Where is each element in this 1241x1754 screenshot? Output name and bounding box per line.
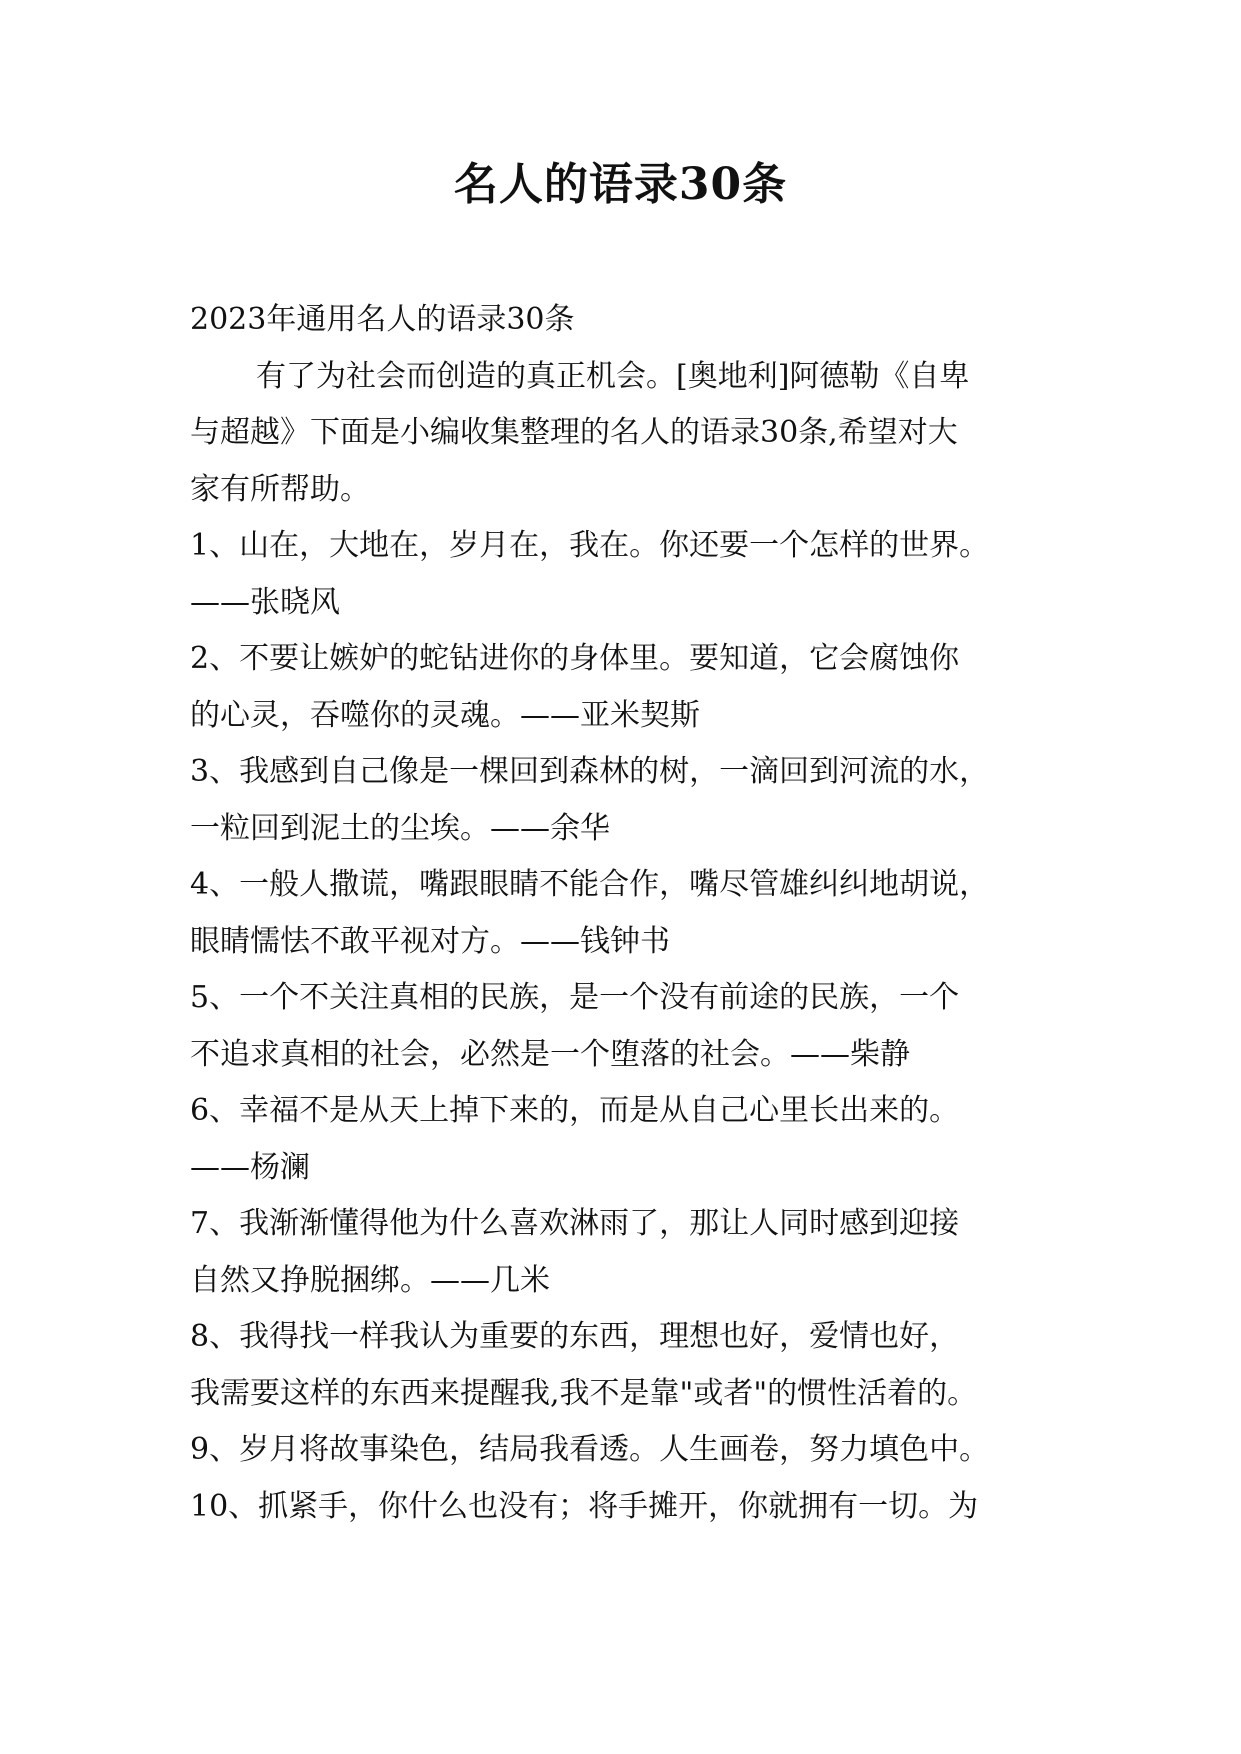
document-body (190, 292, 1070, 1535)
subtitle-line: 2023年通用名人的语录30条 (190, 302, 575, 337)
quote-line: ——张晓风 (190, 584, 340, 620)
quote-line: 不追求真相的社会，必然是一个堕落的社会。——柴静 (190, 1036, 910, 1072)
intro-line: 与超越》下面是小编收集整理的名人的语录30条,希望对大 (190, 415, 958, 450)
quote-line: 6、幸福不是从天上掉下来的，而是从自己心里长出来的。 (190, 1093, 960, 1128)
quote-line: 3、我感到自己像是一棵回到森林的树，一滴回到河流的水， (190, 754, 990, 789)
quote-line: 一粒回到泥土的尘埃。——余华 (190, 810, 610, 846)
quote-line: ——杨澜 (190, 1149, 310, 1185)
quote-line: 5、一个不关注真相的民族，是一个没有前途的民族，一个 (190, 980, 960, 1015)
quote-line: 9、岁月将故事染色，结局我看透。人生画卷，努力填色中。 (190, 1432, 990, 1467)
quote-line: 8、我得找一样我认为重要的东西，理想也好，爱情也好， (190, 1319, 960, 1354)
quote-line: 我需要这样的东西来提醒我,我不是靠"或者"的惯性活着的。 (190, 1375, 978, 1411)
quote-line: 自然又挣脱捆绑。——几米 (190, 1262, 550, 1298)
quote-line: 1、山在，大地在，岁月在，我在。你还要一个怎样的世界。 (190, 528, 990, 563)
quote-line: 10、抓紧手，你什么也没有；将手摊开，你就拥有一切。为 (190, 1488, 979, 1524)
quote-line: 眼睛懦怯不敢平视对方。——钱钟书 (190, 923, 670, 959)
quote-line: 4、一般人撒谎，嘴跟眼睛不能合作，嘴尽管雄纠纠地胡说， (190, 867, 990, 902)
document-title: 名人的语录30条 (453, 159, 788, 210)
intro-line: 家有所帮助。 (190, 471, 370, 507)
quote-line: 7、我渐渐懂得他为什么喜欢淋雨了，那让人同时感到迎接 (190, 1206, 960, 1241)
quote-line: 2、不要让嫉妒的蛇钻进你的身体里。要知道，它会腐蚀你 (190, 641, 960, 676)
intro-line: 有了为社会而创造的真正机会。[奥地利]阿德勒《自卑 (256, 358, 970, 394)
quote-line: 的心灵，吞噬你的灵魂。——亚米契斯 (190, 697, 700, 733)
